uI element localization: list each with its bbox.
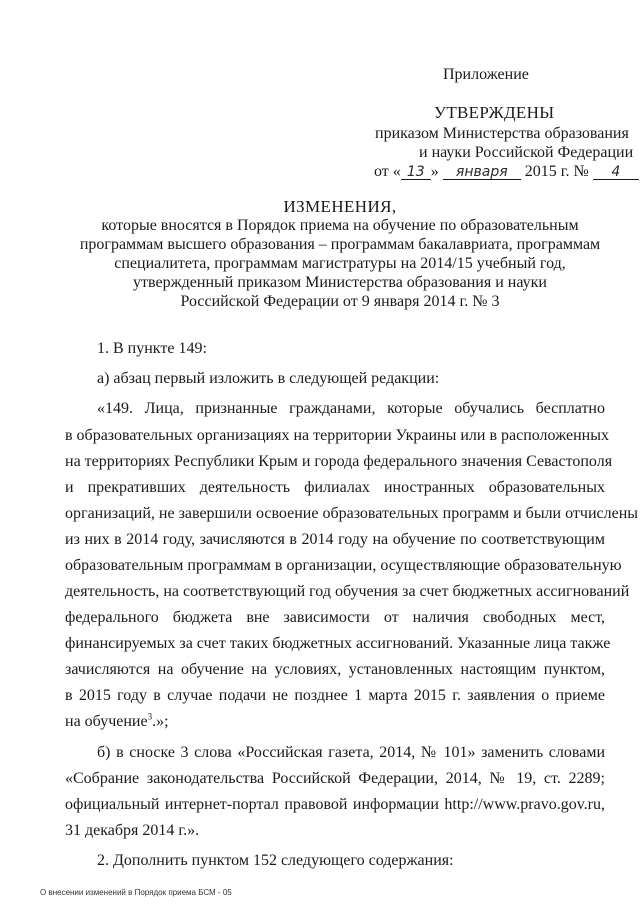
item-1: 1. В пункте 149: xyxy=(97,340,207,357)
approval-line-1: приказом Министерства образования xyxy=(375,125,629,142)
date-month-handwritten: января xyxy=(443,165,521,180)
footnote-ref: 3 xyxy=(147,711,153,722)
item-2: 2. Дополнить пунктом 152 следующего содержания: xyxy=(97,852,454,869)
date-separator: » xyxy=(430,163,439,180)
quote-line: зачисляются на обучение на условиях, установленных настоящим пунктом, xyxy=(65,661,605,678)
quote-line: из них в 2014 году, зачисляются в 2014 году на обучение по соответствующим xyxy=(65,531,605,548)
quote-line: в образовательных организациях на территории Украины или в расположенных xyxy=(65,427,609,444)
document-heading xyxy=(60,197,620,311)
item-1b-line: б) в сноске 3 слова «Российская газета, 2014, № 101» заменить словами xyxy=(97,744,605,761)
quote-line: финансируемых за счет таких бюджетных ассигнований. Указанные лица также xyxy=(65,635,611,652)
quote-line: и прекративших деятельность филиалах иностранных образовательных xyxy=(65,479,605,496)
heading-line: программам высшего образования – программам бакалавриата, программам xyxy=(79,236,601,253)
quote-line: на территориях Республики Крым и города федерального значения Севастополя xyxy=(65,453,613,470)
quote-end: .»; xyxy=(152,713,169,730)
heading-line: утвержденный приказом Министерства образования и науки xyxy=(133,274,547,291)
appendix-label: Приложение xyxy=(443,66,529,83)
quote-line: организаций, не завершили освоение образовательных программ и были отчислены xyxy=(65,505,638,522)
approval-date-line xyxy=(374,163,639,181)
item-1b-line: «Собрание законодательства Российской Федерации, 2014, № 19, ст. 2289; xyxy=(65,770,605,787)
quote-last-line xyxy=(65,713,169,731)
heading-title: ИЗМЕНЕНИЯ, xyxy=(283,197,397,216)
quote-line: деятельность, на соответствующий год обучения за счет бюджетных ассигнований xyxy=(65,583,630,600)
quote-last-text: на обучение xyxy=(65,713,148,730)
approval-line-2: и науки Российской Федерации xyxy=(419,144,634,161)
item-1b-last: 31 декабря 2014 г.». xyxy=(65,822,200,839)
date-day-handwritten: 13 xyxy=(401,165,431,180)
item-1a: а) абзац первый изложить в следующей редакции: xyxy=(97,370,440,387)
quote-line: образовательным программам в организации, осуществляющие образовательную xyxy=(65,557,622,574)
quote-line: федерального бюджета вне зависимости от наличия свободных мест, xyxy=(65,609,605,626)
quote-line: «149. Лица, признанные гражданами, которые обучались бесплатно xyxy=(97,400,605,417)
footer-note: О внесении изменений в Порядок приема БСМ - 05 xyxy=(40,888,232,897)
heading-line: специалитета, программам магистратуры на 2014/15 учебный год, xyxy=(114,255,566,272)
date-prefix: от « xyxy=(374,163,401,180)
item-1b-line: официальный интернет-портал правовой информации http://www.pravo.gov.ru, xyxy=(65,796,605,813)
heading-line: которые вносятся в Порядок приема на обучение по образовательным xyxy=(101,217,579,234)
approval-title: УТВЕРЖДЕНЫ xyxy=(434,103,555,122)
order-number-handwritten: 4 xyxy=(593,165,639,180)
date-year: 2015 г. № xyxy=(524,163,589,180)
heading-line: Российской Федерации от 9 января 2014 г. № 3 xyxy=(180,293,500,310)
quote-line: в 2015 году в случае подачи не позднее 1 марта 2015 г. заявления о приеме xyxy=(65,687,605,704)
